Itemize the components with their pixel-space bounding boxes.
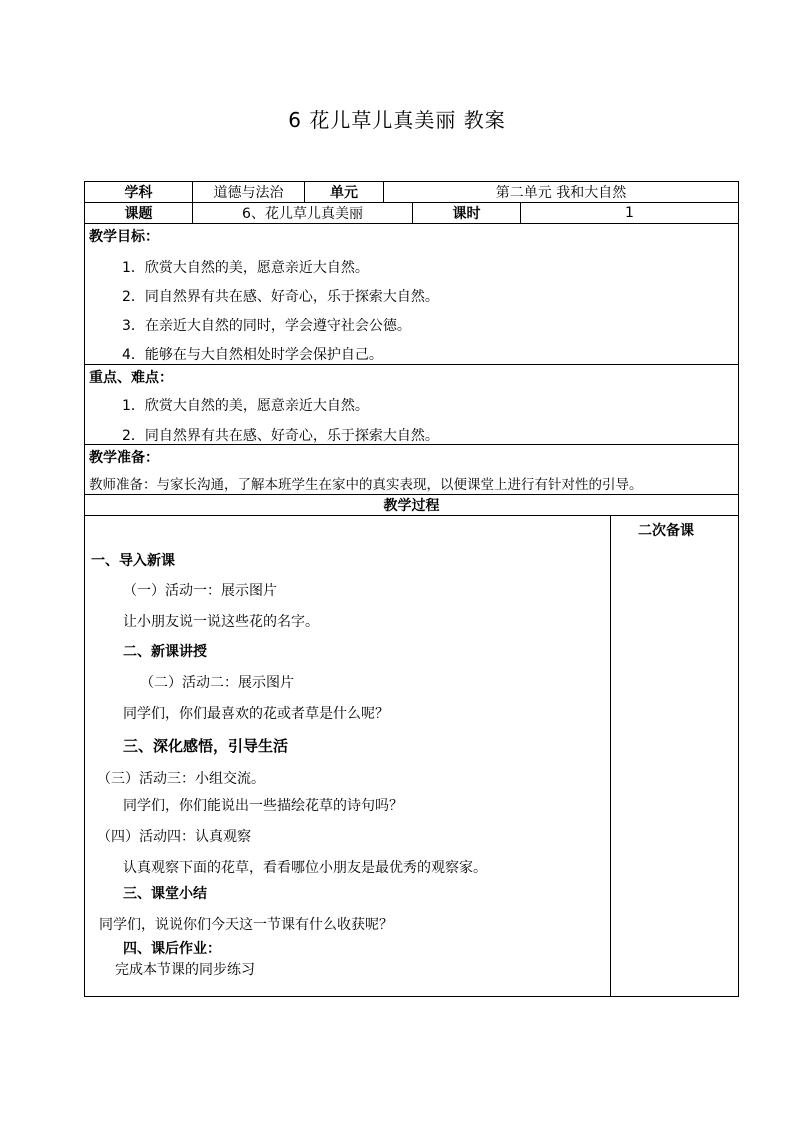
objective-item: 1．欣赏大自然的美，愿意亲近大自然。 — [122, 260, 369, 276]
key-point-item: 1．欣赏大自然的美，愿意亲近大自然。 — [122, 398, 369, 414]
column-divider — [610, 516, 611, 996]
preparation-heading: 教学准备： — [89, 450, 159, 466]
unit-label: 单元 — [305, 182, 384, 202]
objective-item: 3．在亲近大自然的同时，学会遵守社会公德。 — [122, 318, 411, 334]
key-points-heading: 重点、难点： — [89, 370, 173, 386]
process-step-heading: 二、新课讲授 — [123, 644, 207, 660]
document-title: 6 花儿草儿真美丽 教案 — [288, 108, 506, 132]
lesson-value: 6、花儿草儿真美丽 — [193, 203, 413, 223]
process-heading: 教学过程 — [383, 498, 440, 514]
process-body — [85, 516, 738, 996]
objective-item: 2．同自然界有共在感、好奇心，乐于探索大自然。 — [122, 289, 439, 305]
preparation-section — [85, 445, 738, 495]
side-notes-heading: 二次备课 — [638, 523, 694, 539]
unit-value: 第二单元 我和大自然 — [495, 185, 627, 201]
process-text: 让小朋友说一说这些花的名字。 — [123, 614, 319, 630]
period-value: 1 — [625, 205, 634, 221]
process-step-heading: 四、课后作业： — [123, 941, 221, 957]
process-activity: （一）活动一：展示图片 — [123, 583, 277, 599]
process-step-heading: 一、导入新课 — [91, 553, 175, 569]
lesson-label: 课题 — [85, 203, 193, 223]
info-row-lesson — [85, 203, 738, 224]
lesson-plan-table — [84, 181, 739, 997]
preparation-text: 教师准备：与家长沟通，了解本班学生在家中的真实表现，以便课堂上进行有针对性的引导。 — [89, 477, 643, 493]
process-step-heading: 三、深化感悟，引导生活 — [123, 737, 289, 755]
subject-value: 道德与法治 — [193, 182, 305, 202]
key-points-section — [85, 365, 738, 445]
info-row-subject — [85, 182, 738, 203]
objective-item: 4．能够在与大自然相处时学会保护自己。 — [122, 347, 383, 363]
subject-label: 学科 — [85, 182, 193, 202]
process-step-heading: 三、课堂小结 — [123, 886, 207, 902]
process-activity: （二）活动二：展示图片 — [140, 675, 294, 691]
process-text: 同学们，说说你们今天这一节课有什么收获呢？ — [99, 917, 393, 933]
period-label: 课时 — [413, 203, 521, 223]
process-heading-row — [85, 495, 738, 516]
process-text: 同学们，你们最喜欢的花或者草是什么呢？ — [123, 706, 389, 722]
key-point-item: 2．同自然界有共在感、好奇心，乐于探索大自然。 — [122, 428, 439, 444]
process-text: 认真观察下面的花草，看看哪位小朋友是最优秀的观察家。 — [123, 860, 487, 876]
process-activity: （三）活动三：小组交流。 — [97, 771, 265, 787]
process-activity: （四）活动四：认真观察 — [97, 829, 251, 845]
objectives-section — [85, 224, 738, 365]
objectives-heading: 教学目标： — [89, 229, 159, 245]
process-text: 同学们，你们能说出一些描绘花草的诗句吗？ — [123, 798, 403, 814]
process-text: 完成本节课的同步练习 — [115, 962, 255, 978]
